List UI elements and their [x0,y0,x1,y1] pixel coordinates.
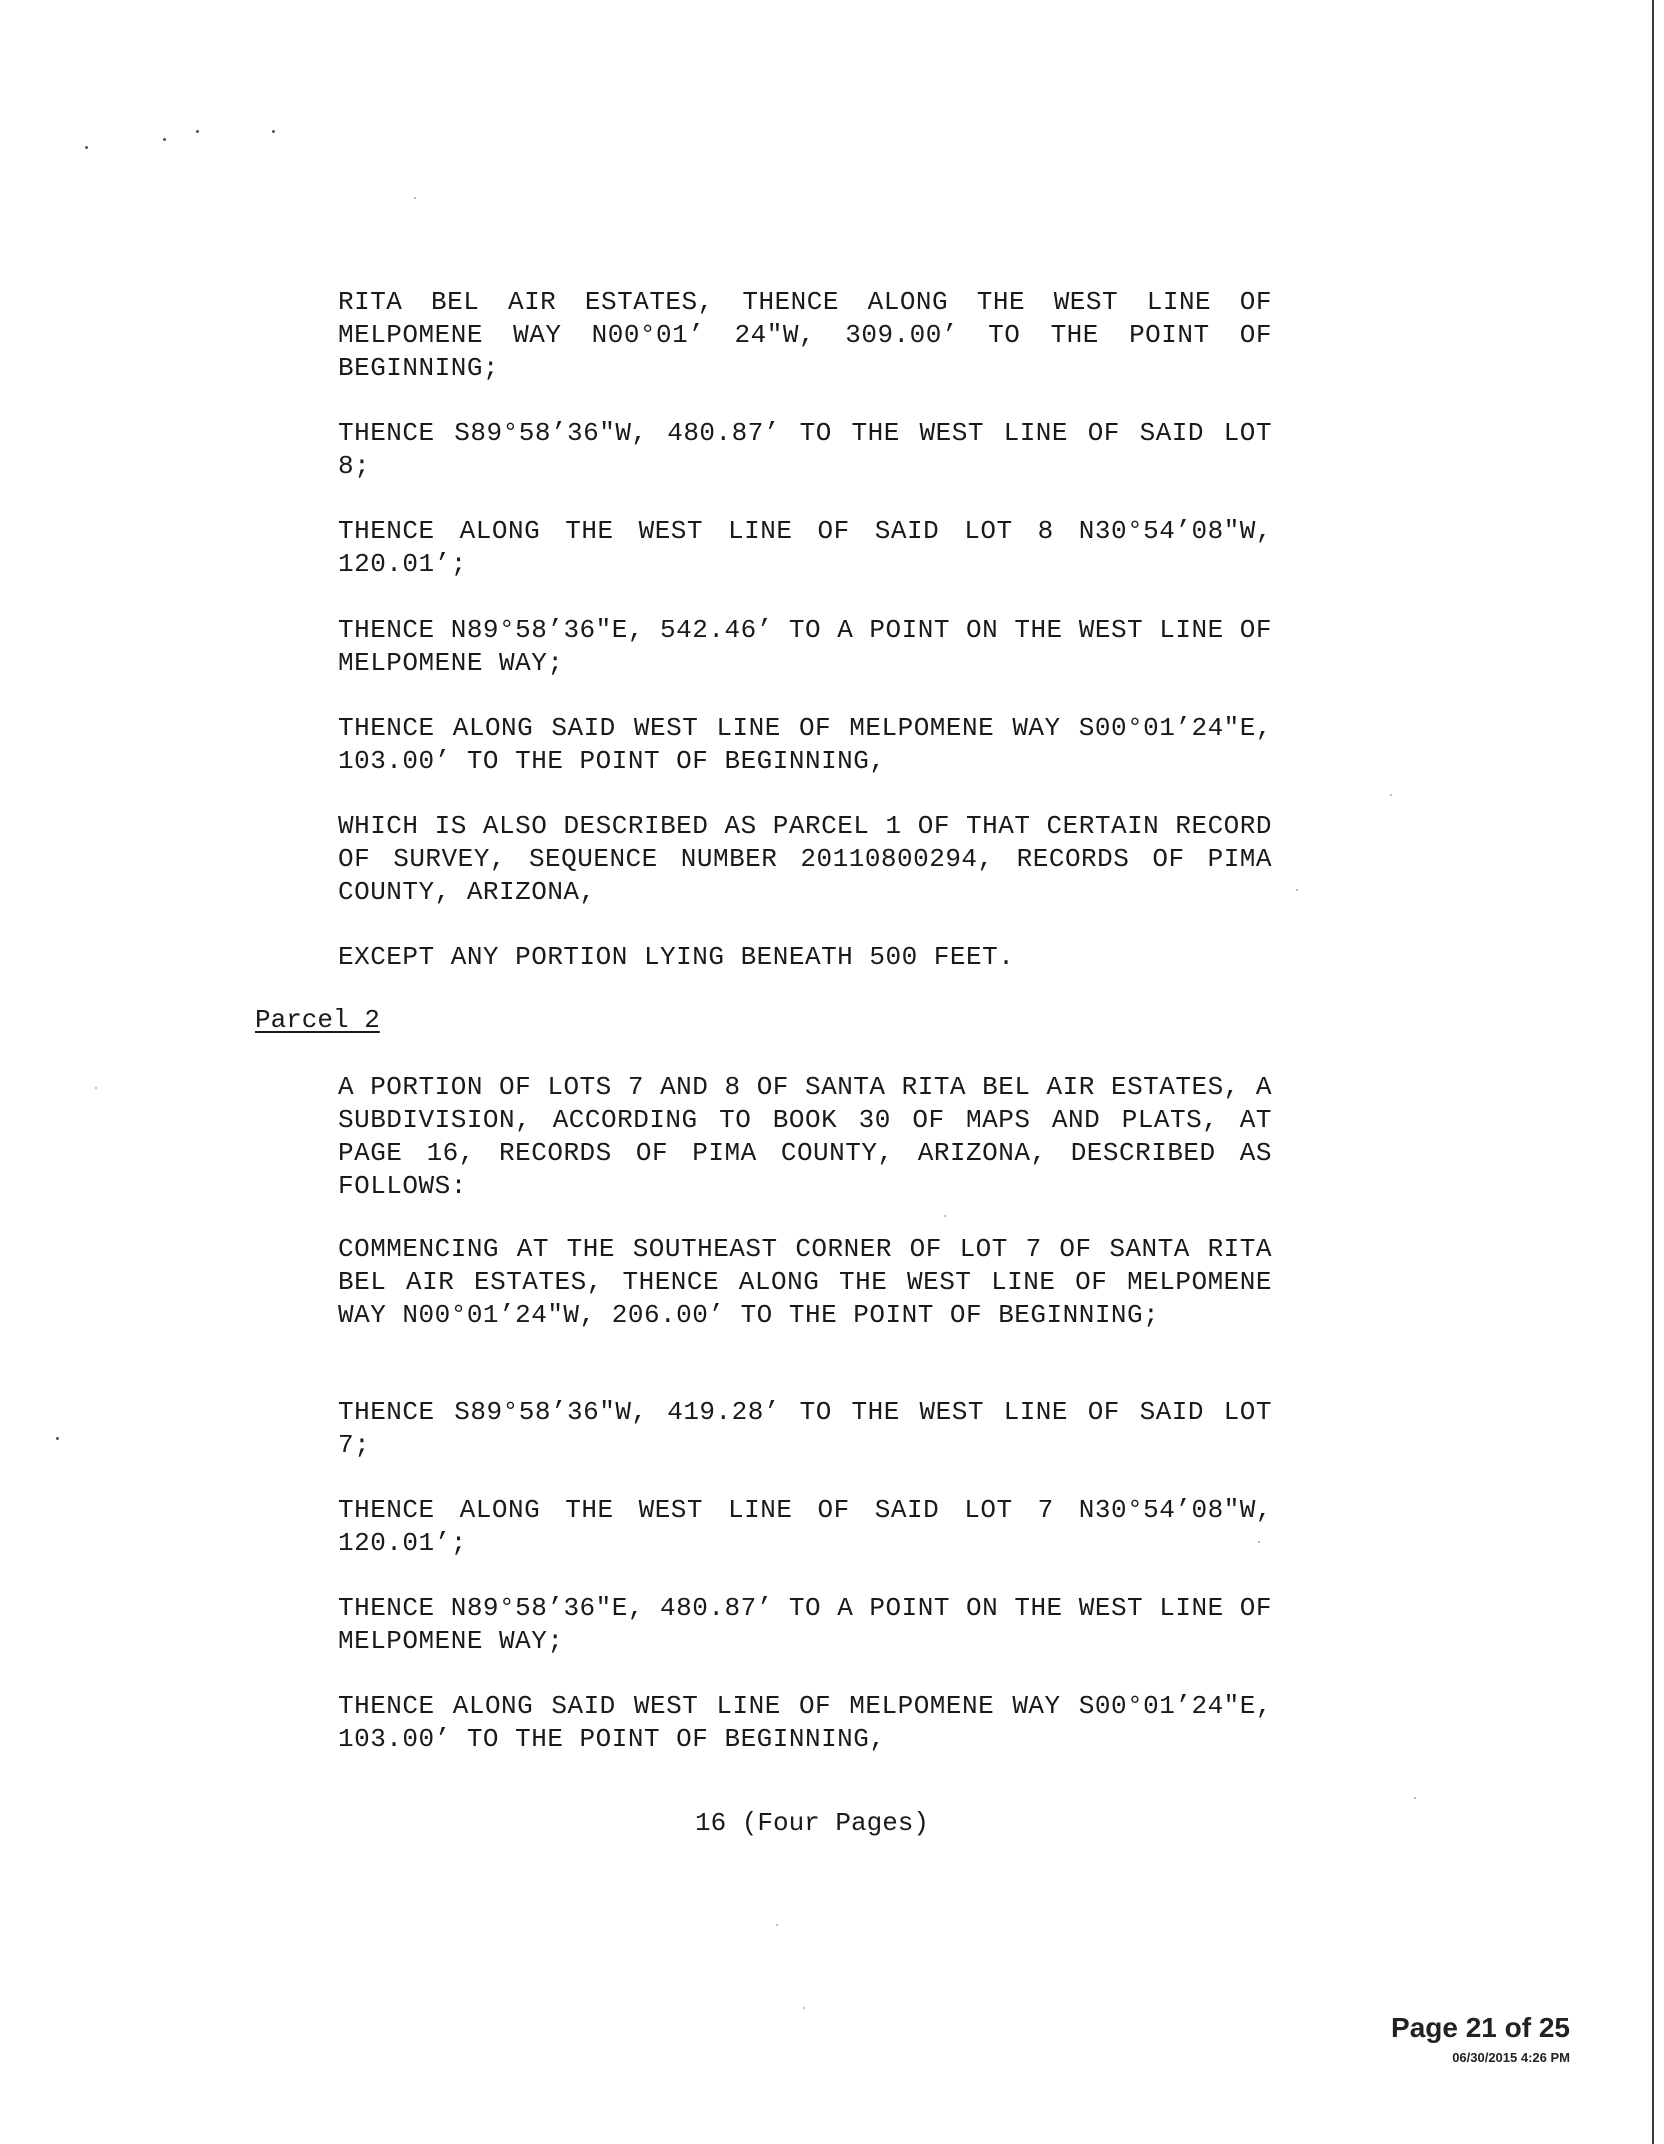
legal-paragraph: THENCE N89°58’36″E, 542.46’ TO A POINT ON THE WEST LINE OF MELPOMENE WAY; [338,615,1272,678]
scan-speck [85,146,88,149]
legal-paragraph: THENCE ALONG THE WEST LINE OF SAID LOT 8 N30°54’08″W, 120.01’; [338,516,1272,579]
legal-paragraph: EXCEPT ANY PORTION LYING BENEATH 500 FEET. [338,942,1015,972]
scan-speck [163,138,166,141]
scan-speck [196,130,199,133]
legal-paragraph: RITA BEL AIR ESTATES, THENCE ALONG THE WEST LINE OF MELPOMENE WAY N00°01’ 24″W, 309.00’ TO THE POINT OF BEGINNING; [338,287,1272,383]
legal-paragraph: THENCE S89°58’36″W, 419.28’ TO THE WEST LINE OF SAID LOT 7; [338,1397,1272,1460]
legal-paragraph: THENCE ALONG THE WEST LINE OF SAID LOT 7 N30°54’08″W, 120.01’; [338,1495,1272,1558]
scan-speck [1414,1797,1416,1799]
print-timestamp: 06/30/2015 4:26 PM [1452,2050,1570,2065]
scan-speck [1296,889,1298,891]
legal-paragraph: THENCE ALONG SAID WEST LINE OF MELPOMENE WAY S00°01’24″E, 103.00’ TO THE POINT OF BEGINNING, [338,713,1272,776]
scan-speck [414,197,416,199]
scan-speck [803,2007,805,2009]
legal-paragraph: THENCE N89°58’36″E, 480.87’ TO A POINT ON THE WEST LINE OF MELPOMENE WAY; [338,1593,1272,1656]
parcel-heading: Parcel 2 [255,1005,380,1035]
page-footer-text: 16 (Four Pages) [694,1808,930,1838]
legal-paragraph: A PORTION OF LOTS 7 AND 8 OF SANTA RITA BEL AIR ESTATES, A SUBDIVISION, ACCORDING TO BOOK 30 OF MAPS AND PLATS, AT PAGE 16, RECORDS OF PIMA COUNTY, ARIZONA, DESCRIBED AS FOLLOWS: [338,1072,1272,1201]
scan-speck [272,130,275,133]
legal-paragraph: WHICH IS ALSO DESCRIBED AS PARCEL 1 OF THAT CERTAIN RECORD OF SURVEY, SEQUENCE NUMBER 20110800294, RECORDS OF PIMA COUNTY, ARIZONA, [338,811,1272,907]
legal-paragraph: THENCE ALONG SAID WEST LINE OF MELPOMENE WAY S00°01’24″E, 103.00’ TO THE POINT OF BEGINNING, [338,1691,1272,1754]
legal-paragraph: COMMENCING AT THE SOUTHEAST CORNER OF LOT 7 OF SANTA RITA BEL AIR ESTATES, THENCE ALONG THE WEST LINE OF MELPOMENE WAY N00°01’24″W, 206.00’ TO THE POINT OF BEGINNING; [338,1234,1272,1330]
scan-speck [56,1437,59,1440]
page-number: Page 21 of 25 [1391,2012,1570,2043]
scan-speck [95,1087,97,1089]
scan-speck [1390,794,1392,796]
legal-paragraph: THENCE S89°58’36″W, 480.87’ TO THE WEST LINE OF SAID LOT 8; [338,418,1272,481]
page-edge-line [1652,0,1654,2144]
scan-speck [776,1924,778,1926]
scan-speck [944,1215,946,1217]
